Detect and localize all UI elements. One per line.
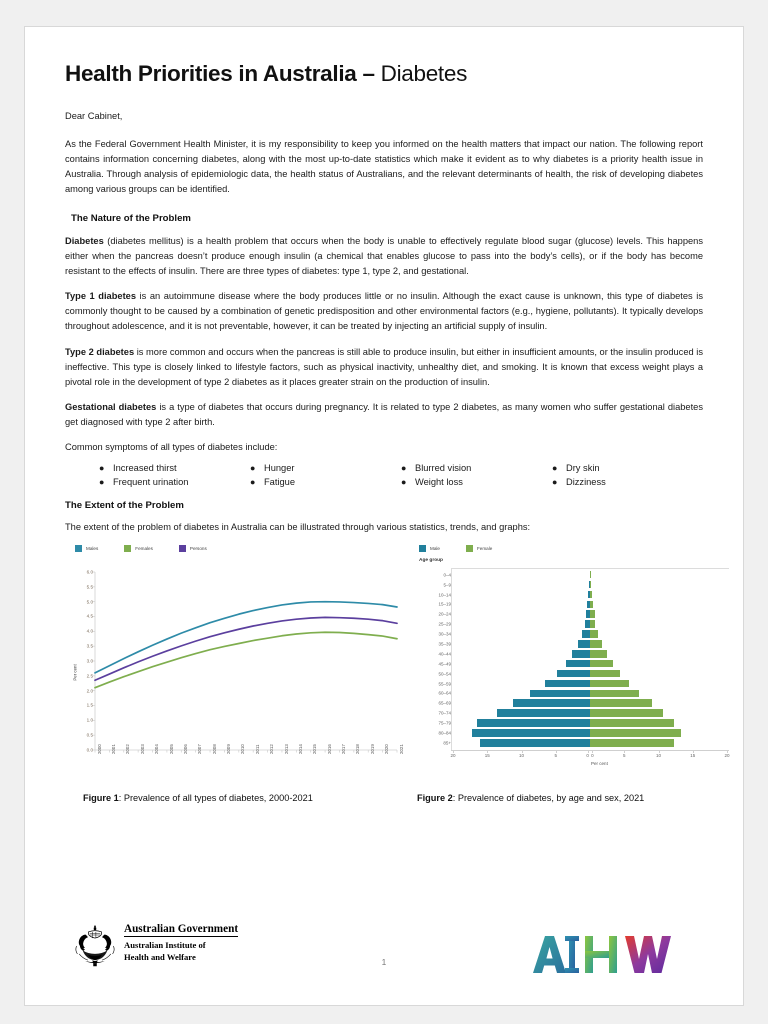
x-tick-label: 2003 bbox=[139, 744, 145, 754]
x-tick-label: 2006 bbox=[182, 744, 188, 754]
figure-2-caption-text: : Prevalence of diabetes, by age and sex, 2021 bbox=[452, 792, 645, 803]
x-tick-label: 2002 bbox=[125, 744, 131, 754]
female-bar bbox=[590, 709, 663, 717]
female-bar bbox=[590, 581, 591, 589]
line-chart-y-axis-label: Per cent bbox=[72, 664, 78, 681]
paragraph-type1 bbox=[65, 289, 703, 334]
female-bar bbox=[590, 601, 593, 609]
x-tick-label: 2020 bbox=[384, 744, 390, 754]
legend-swatch-icon bbox=[179, 545, 186, 552]
pyramid-row bbox=[415, 600, 733, 610]
bullet-icon: ● bbox=[552, 462, 558, 473]
pyramid-row bbox=[415, 669, 733, 679]
y-tick-label: 2.5 bbox=[86, 673, 93, 679]
age-group-label: 15–19 bbox=[438, 601, 451, 607]
pyramid-row bbox=[415, 718, 733, 728]
pyramid-plot bbox=[415, 558, 733, 788]
legend-swatch-icon bbox=[466, 545, 473, 552]
page-number: 1 bbox=[381, 957, 387, 967]
paragraph-type2 bbox=[65, 345, 703, 390]
symptoms-lead-in: Common symptoms of all types of diabetes include: bbox=[65, 441, 278, 452]
figure-2-caption bbox=[413, 793, 644, 803]
x-tick-label: 2008 bbox=[211, 744, 217, 754]
figures-row bbox=[65, 545, 730, 790]
figure-2-population-pyramid bbox=[415, 545, 733, 790]
paragraph-type2-text: is more common and occurs when the pancreas is still able to produce insulin, but either in insufficient amounts, or the insulin produced is ineffective. This type is closely linked to lifestyle factors, such as physical inactivity, unhealthy diet, and smoking. It is known that excess weight plays a pivotal role in the development of type 2 diabetes as it places greater strain on the production of insulin. bbox=[65, 346, 703, 387]
pyramid-row bbox=[415, 590, 733, 600]
legend-item-persons bbox=[179, 545, 207, 552]
list-item bbox=[552, 463, 703, 473]
term-type2: Type 2 diabetes bbox=[65, 346, 135, 357]
paragraph-gestational bbox=[65, 400, 703, 430]
age-group-label: 35–39 bbox=[438, 641, 451, 647]
bullet-icon: ● bbox=[99, 462, 105, 473]
term-gestational: Gestational diabetes bbox=[65, 401, 157, 412]
female-bar bbox=[590, 650, 607, 658]
x-tick-label: 2012 bbox=[269, 744, 275, 754]
pyramid-row bbox=[415, 698, 733, 708]
document-page bbox=[24, 26, 744, 1006]
male-bar bbox=[472, 729, 590, 737]
paragraph-type1-text: is an autoimmune disease where the body produces little or no insulin. Although the exact cause is unknown, this type of diabetes is commonly thought to be caused by a combination of genetic predisposition and other environmental factors (e.g., hygiene, pollutants). It typically develops throughout adolescence, and it is not preventable, however, it can be treated by injecting an artificial supply of insulin. bbox=[65, 291, 703, 332]
bullet-icon: ● bbox=[552, 476, 558, 487]
x-tick-label: 2014 bbox=[297, 744, 303, 754]
x-tick-label: 2011 bbox=[254, 744, 260, 754]
age-group-label: 5–9 bbox=[443, 582, 451, 588]
symptom-label: Blurred vision bbox=[415, 462, 472, 473]
x-tick-label: 5 bbox=[622, 753, 626, 759]
legend-label: Females bbox=[135, 545, 153, 551]
paragraph-definition-text: (diabetes mellitus) is a health problem that occurs when the body is unable to effectively regulate blood sugar (glucose) levels. This happens either when the pancreas doesn’t produce enough insulin (a chemical that enables glucose to pass into the body’s cells), or if the body has become resistant to the effects of insulin. There are three types of diabetes: type 1, type 2, and gestational. bbox=[65, 236, 703, 277]
paragraph-definition bbox=[65, 234, 703, 279]
male-bar bbox=[545, 680, 590, 688]
pyramid-row bbox=[415, 689, 733, 699]
legend-item-female bbox=[466, 545, 492, 552]
x-tick-label: 2018 bbox=[355, 744, 361, 754]
list-item bbox=[250, 477, 401, 487]
pyramid-rows bbox=[415, 570, 733, 748]
figure-1-caption-text: : Prevalence of all types of diabetes, 2000-2021 bbox=[118, 792, 313, 803]
term-diabetes: Diabetes bbox=[65, 236, 104, 247]
pyramid-row bbox=[415, 619, 733, 629]
bullet-icon: ● bbox=[401, 462, 407, 473]
symptom-label: Dizziness bbox=[566, 476, 606, 487]
legend-swatch-icon bbox=[75, 545, 82, 552]
symptom-label: Fatigue bbox=[264, 476, 296, 487]
line-chart-y-ticks bbox=[73, 558, 93, 788]
x-tick-label: 0 bbox=[591, 753, 594, 759]
title-light-part: Diabetes bbox=[380, 61, 468, 86]
age-group-label: 45–49 bbox=[438, 661, 451, 667]
pyramid-row bbox=[415, 629, 733, 639]
age-group-label: 70–74 bbox=[438, 710, 451, 716]
male-bar bbox=[578, 640, 590, 648]
x-tick-label: 2017 bbox=[341, 744, 347, 754]
age-group-label: 85+ bbox=[443, 740, 451, 746]
legend-swatch-icon bbox=[419, 545, 426, 552]
x-tick-label: 10 bbox=[518, 753, 525, 759]
female-bar bbox=[590, 610, 595, 618]
pyramid-row bbox=[415, 659, 733, 669]
age-group-label: 40–44 bbox=[438, 651, 451, 657]
intro-paragraph: As the Federal Government Health Minister, it is my responsibility to keep you informed on the health matters that impact our nation. The following report contains information concerning diabetes, along with the most up-to-date statistics which make it evident as to why diabetes is a priority health issue in Australia. Through analysis of epidemiologic data, the health status of Australians, and the relevant determinants of health, the risk of developing diabetes among various groups can be identified. bbox=[65, 139, 703, 195]
paragraph-gestational-text: is a type of diabetes that occurs during pregnancy. It is related to type 2 diabetes, as many women who suffer gestational diabetes get diagnosed with type 2 after birth. bbox=[65, 401, 704, 427]
female-bar bbox=[590, 571, 591, 579]
x-tick-label: 2019 bbox=[369, 744, 375, 754]
legend-item-males bbox=[75, 545, 98, 552]
list-item bbox=[552, 477, 703, 487]
female-bar bbox=[590, 640, 602, 648]
x-tick-label: 2016 bbox=[326, 744, 332, 754]
age-group-label: 10–14 bbox=[438, 592, 451, 598]
age-group-label: 30–34 bbox=[438, 631, 451, 637]
pyramid-row bbox=[415, 738, 733, 748]
age-group-label: 65–69 bbox=[438, 700, 451, 706]
female-bar bbox=[590, 699, 652, 707]
page-footer bbox=[65, 923, 703, 985]
x-tick-label: 2009 bbox=[226, 744, 232, 754]
figure-2-label: Figure 2 bbox=[417, 792, 453, 803]
symptom-label: Weight loss bbox=[415, 476, 463, 487]
line-chart-plot bbox=[65, 558, 405, 788]
x-tick-label: 5 bbox=[554, 753, 558, 759]
bullet-icon: ● bbox=[250, 476, 256, 487]
x-tick-label: 15 bbox=[690, 753, 696, 759]
y-tick-label: 4.0 bbox=[86, 628, 93, 634]
y-tick-label: 6.0 bbox=[86, 569, 93, 575]
y-tick-label: 5.0 bbox=[86, 599, 93, 604]
male-bar bbox=[572, 650, 590, 658]
x-tick-label: 2004 bbox=[154, 744, 160, 754]
symptom-label: Hunger bbox=[264, 462, 295, 473]
x-tick-label: 2000 bbox=[96, 744, 102, 754]
male-bar bbox=[566, 660, 590, 668]
institute-line-a: Australian Institute of bbox=[124, 940, 206, 950]
x-tick-label: 2010 bbox=[240, 744, 246, 754]
male-bar bbox=[497, 709, 590, 717]
y-tick-label: 2.0 bbox=[86, 688, 93, 693]
list-item bbox=[401, 463, 552, 473]
list-item bbox=[99, 477, 250, 487]
pyramid-legend bbox=[415, 545, 733, 552]
figure-1-caption bbox=[65, 793, 413, 803]
australian-government-logo bbox=[73, 923, 238, 969]
y-tick-label: 1.0 bbox=[86, 717, 93, 723]
list-item bbox=[401, 477, 552, 487]
x-tick-label: 2005 bbox=[168, 744, 174, 754]
government-line-2 bbox=[124, 940, 238, 963]
bullet-icon: ● bbox=[250, 462, 256, 473]
x-tick-label: 0 bbox=[586, 753, 589, 759]
x-tick-label: 2013 bbox=[283, 744, 289, 754]
pyramid-row bbox=[415, 609, 733, 619]
female-bar bbox=[590, 620, 595, 628]
institute-line-b: Health and Welfare bbox=[124, 951, 196, 962]
extent-lead-in: The extent of the problem of diabetes in Australia can be illustrated through various statistics, trends, and graphs: bbox=[65, 521, 531, 532]
female-bar bbox=[590, 670, 620, 678]
male-bar bbox=[513, 699, 590, 707]
y-tick-label: 1.5 bbox=[86, 702, 93, 708]
legend-label: Persons bbox=[189, 545, 207, 551]
y-tick-label: 5.5 bbox=[86, 584, 93, 590]
age-group-label: 55–59 bbox=[438, 681, 451, 687]
age-group-label: 75–79 bbox=[438, 720, 451, 726]
coat-of-arms-icon bbox=[73, 923, 117, 969]
age-group-label: 20–24 bbox=[438, 611, 451, 617]
figure-1-line-chart bbox=[65, 545, 405, 790]
female-bar bbox=[590, 739, 674, 747]
title-bold-part: Health Priorities in Australia – bbox=[65, 61, 381, 86]
y-tick-label: 0.0 bbox=[86, 747, 93, 753]
symptoms-list bbox=[99, 463, 703, 487]
legend-swatch-icon bbox=[124, 545, 131, 552]
pyramid-x-axis-line bbox=[451, 750, 729, 751]
government-wordmark bbox=[124, 923, 238, 963]
y-tick-label: 0.5 bbox=[86, 732, 93, 738]
female-bar bbox=[590, 630, 598, 638]
legend-label: Male bbox=[430, 545, 440, 551]
symptom-label: Frequent urination bbox=[113, 476, 189, 487]
heading-nature-of-the-problem: The Nature of the Problem bbox=[71, 213, 191, 225]
y-tick-label: 3.0 bbox=[86, 658, 93, 664]
page-title bbox=[65, 61, 703, 87]
male-bar bbox=[480, 739, 590, 747]
bullet-icon: ● bbox=[99, 476, 105, 487]
male-bar bbox=[477, 719, 590, 727]
pyramid-row bbox=[415, 649, 733, 659]
pyramid-row bbox=[415, 708, 733, 718]
legend-label: Female bbox=[476, 545, 493, 551]
bullet-icon: ● bbox=[401, 476, 407, 487]
age-group-label: 80–84 bbox=[438, 730, 451, 736]
female-bar bbox=[590, 680, 629, 688]
symptom-label: Increased thirst bbox=[113, 462, 177, 473]
x-tick-label: 20 bbox=[724, 753, 730, 759]
pyramid-row bbox=[415, 570, 733, 580]
term-type1: Type 1 diabetes bbox=[65, 291, 136, 302]
list-item bbox=[99, 463, 250, 473]
female-bar bbox=[590, 591, 592, 599]
pyramid-row bbox=[415, 679, 733, 689]
y-tick-label: 4.5 bbox=[86, 613, 93, 619]
aihw-logo bbox=[529, 933, 695, 975]
symptom-label: Dry skin bbox=[566, 462, 600, 473]
x-tick-label: 10 bbox=[655, 753, 662, 759]
age-group-label: 50–54 bbox=[438, 671, 451, 677]
x-tick-label: 2007 bbox=[197, 744, 203, 754]
pyramid-age-group-header: Age group bbox=[419, 557, 443, 563]
pyramid-row bbox=[415, 639, 733, 649]
female-bar bbox=[590, 690, 639, 698]
x-tick-label: 2001 bbox=[110, 744, 116, 754]
pyramid-row bbox=[415, 728, 733, 738]
male-bar bbox=[530, 690, 590, 698]
legend-item-females bbox=[124, 545, 153, 552]
pyramid-x-axis-label: Per cent bbox=[591, 761, 608, 767]
heading-extent-of-the-problem: The Extent of the Problem bbox=[65, 499, 184, 511]
government-line-1: Australian Government bbox=[124, 923, 239, 935]
female-bar bbox=[590, 719, 674, 727]
female-bar bbox=[590, 729, 681, 737]
line-chart-svg bbox=[65, 558, 405, 788]
legend-label: Males bbox=[86, 545, 99, 551]
y-tick-label: 3.5 bbox=[86, 643, 93, 649]
x-tick-label: 15 bbox=[484, 753, 490, 759]
age-group-label: 0–4 bbox=[443, 572, 451, 578]
x-tick-label: 2021 bbox=[398, 744, 404, 754]
list-item bbox=[250, 463, 401, 473]
legend-item-male bbox=[419, 545, 440, 552]
x-tick-label: 2015 bbox=[312, 744, 318, 754]
line-chart-legend bbox=[65, 545, 405, 552]
age-group-label: 25–29 bbox=[438, 621, 451, 627]
figure-1-label: Figure 1 bbox=[83, 792, 119, 803]
age-group-label: 60–64 bbox=[438, 690, 451, 696]
male-bar bbox=[582, 630, 590, 638]
pyramid-row bbox=[415, 580, 733, 590]
female-bar bbox=[590, 660, 613, 668]
pyramid-y-axis-line bbox=[451, 568, 452, 750]
male-bar bbox=[557, 670, 590, 678]
x-tick-label: 20 bbox=[450, 753, 456, 759]
figure-captions bbox=[65, 793, 703, 803]
pyramid-top-rule bbox=[451, 568, 729, 569]
salutation: Dear Cabinet, bbox=[65, 111, 123, 121]
